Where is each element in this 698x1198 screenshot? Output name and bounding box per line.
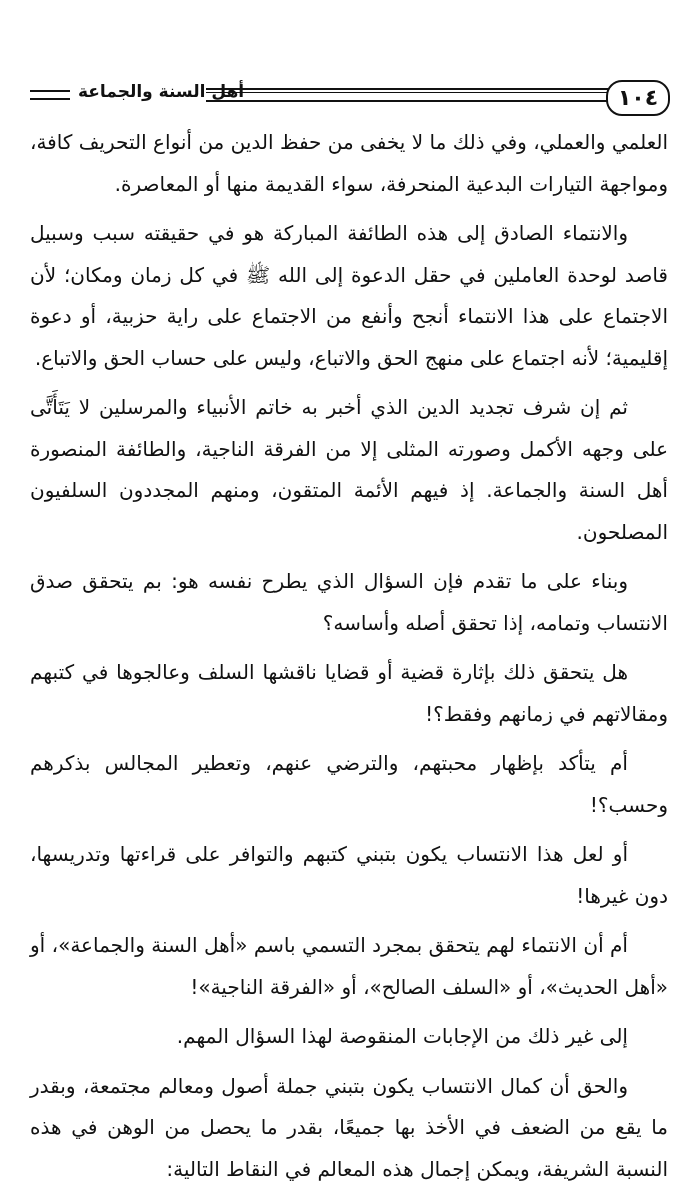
header-left-rule — [30, 90, 70, 100]
paragraph: ثم إن شرف تجديد الدين الذي أخبر به خاتم الأنبياء والمرسلين لا يَتَأَتَّى على وجهه الأكمل وصورته المثلى إلا من الفرقة الناجية، والطائفة المنصورة أهل السنة والجماعة. إذ فيهم الأئمة المتقون، ومنهم المجددون السلفيون المصلحون. — [30, 395, 668, 544]
paragraph: والانتماء الصادق إلى هذه الطائفة المباركة هو في حقيقته سبب وسبيل قاصد لوحدة العاملين في حقل الدعوة إلى الله ﷺ في كل زمان ومكان؛ لأن الاجتماع على هذا الانتماء أنجح وأنفع من الاجتماع على راية حزبية، أو دعوة إقليمية؛ لأنه اجتماع على منهج الحق والاتباع، وليس على حساب الحق والاتباع. — [30, 221, 668, 370]
page-number: ١٠٤ — [606, 80, 670, 116]
paragraph: والحق أن كمال الانتساب يكون بتبني جملة أصول ومعالم مجتمعة، وبقدر ما يقع من الضعف في الأخذ بها جميعًا، بقدر ما يحصل من الوهن في هذه النسبة الشريفة، ويمكن إجمال هذه المعالم في النقاط التالية: — [30, 1073, 668, 1181]
page-header — [30, 78, 670, 118]
paragraph: أو لعل هذا الانتساب يكون بتبني كتبهم والتوافر على قراءتها وتدريسها، دون غيرها! — [30, 842, 668, 908]
paragraph: أم أن الانتماء لهم يتحقق بمجرد التسمي باسم «أهل السنة والجماعة»، أو «أهل الحديث»، أو «السلف الصالح»، أو «الفرقة الناجية»! — [30, 933, 668, 999]
paragraph: العلمي والعملي، وفي ذلك ما لا يخفى من حفظ الدين من أنواع التحريف كافة، ومواجهة التيارات البدعية المنحرفة، سواء القديمة منها أو المعاصرة. — [30, 130, 668, 196]
paragraph: أم يتأكد بإظهار محبتهم، والترضي عنهم، وتعطير المجالس بذكرهم وحسب؟! — [30, 751, 668, 817]
running-title: أهل السنة والجماعة — [78, 82, 245, 102]
header-rule — [206, 88, 614, 102]
paragraph: إلى غير ذلك من الإجابات المنقوصة لهذا السؤال المهم. — [176, 1024, 628, 1048]
page-body — [30, 122, 668, 1198]
paragraph: وبناء على ما تقدم فإن السؤال الذي يطرح نفسه هو: بم يتحقق صدق الانتساب وتمامه، إذا تحقق أصله وأساسه؟ — [30, 569, 668, 635]
paragraph: هل يتحقق ذلك بإثارة قضية أو قضايا ناقشها السلف وعالجوها في كتبهم ومقالاتهم في زمانهم وفقط؟! — [30, 660, 668, 726]
